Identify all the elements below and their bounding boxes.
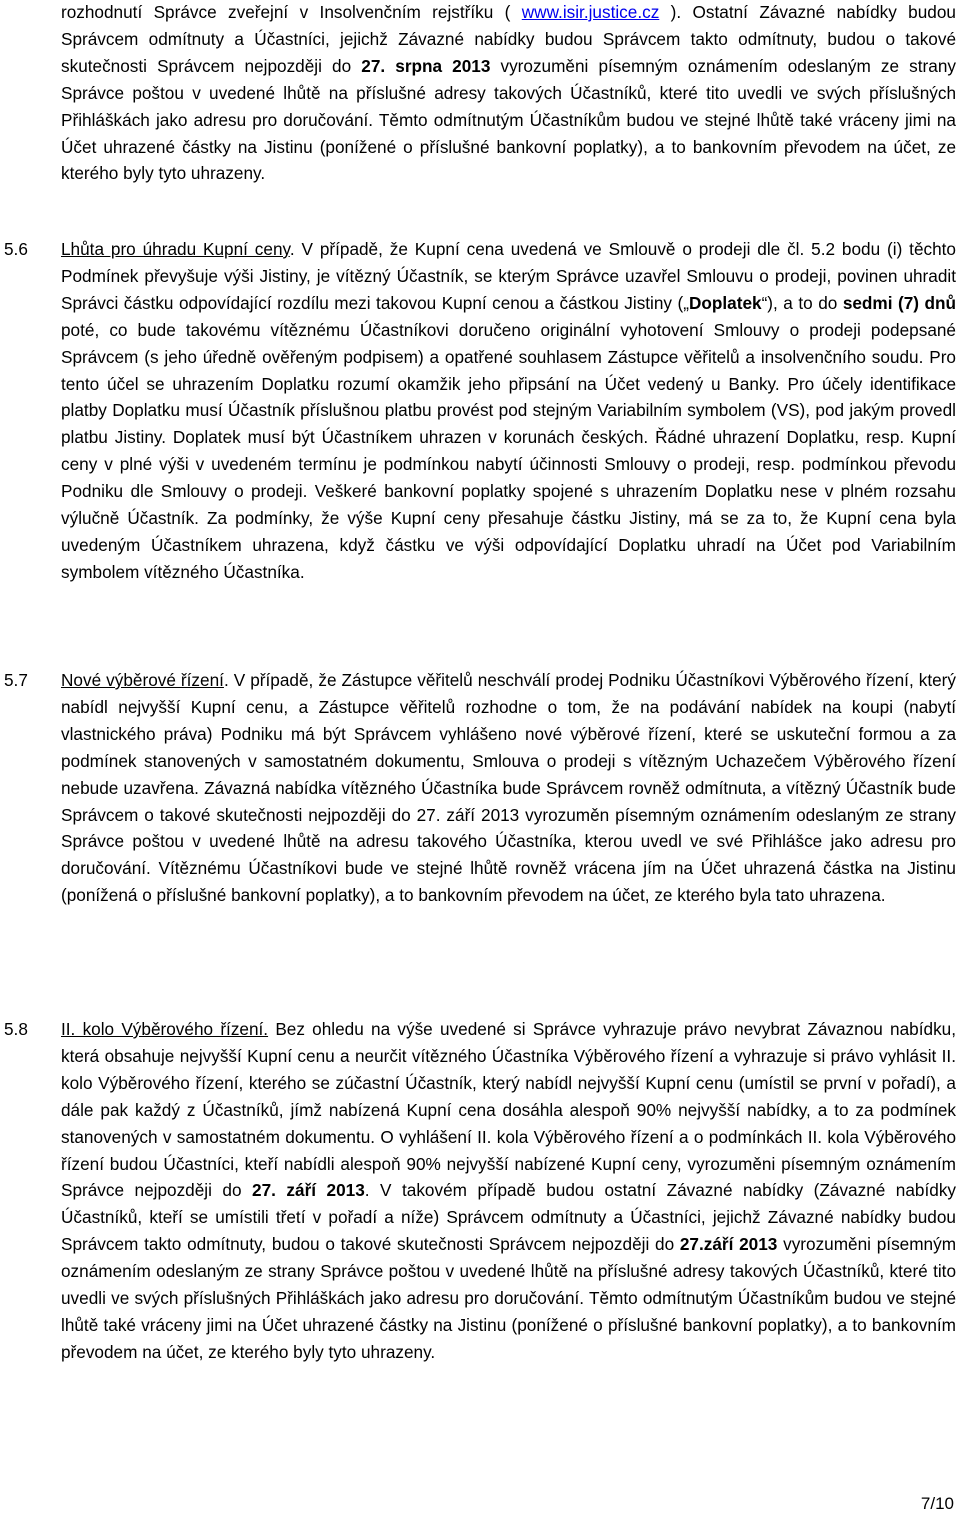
section-number-5-6: 5.6 [4, 239, 28, 259]
section-heading: II. kolo Výběrového řízení. [61, 1019, 269, 1039]
paragraph-continued [61, 0, 956, 187]
deadline-date: 27. srpna 2013 [361, 55, 491, 76]
section-number-5-7: 5.7 [4, 670, 28, 690]
text: Bez ohledu na výše uvedené si Správce vyhrazuje právo nevybrat Závaznou nabídku, která obsahuje nejvyšší Kupní cenu a neurčit vítězného Účastníka Výběrového řízení a vyhrazuje si právo vyhlásit II. kolo Výběrového řízení, kterého se zúčastní Účastník, který nabídl nejvyšší Kupní cenu (umístil se první v pořadí), a dále pak každý z Účastníků, jímž nabízená Kupní cena dosáhla alespoň 90% nejvyšší nabídky, a to za podmínek stanovených v samostatném dokumentu. O vyhlášení II. kola Výběrového řízení a o podmínkách II. kola Výběrového řízení budou Účastníci, kteří nabídli alespoň 90% nejvyšší nabízené Kupní ceny, vyrozuměni písemným oznámením Správce nejpozději do [61, 1019, 956, 1201]
isir-link[interactable]: www.isir.justice.cz [521, 2, 660, 22]
text: rozhodnutí Správce zveřejní v Insolvenčním rejstříku ( [61, 2, 522, 22]
page-number: 7/10 [920, 1494, 954, 1513]
text: vyrozuměni písemným oznámením odeslaným ze strany Správce poštou v uvedené lhůtě na příslušné adresy takových Účastníků, které tito uvedli ve svých příslušných Přihláškách jako adresu pro doručování. Těmto odmítnutým Účastníkům budou ve stejné lhůtě také vráceny jimi na Účet uhrazené částky na Jistinu (ponížené o příslušné bankovní poplatky), a to bankovním převodem na účet, ze kterého byly tyto uhrazeny. [61, 55, 956, 184]
deadline-days: sedmi (7) dnů [842, 292, 956, 313]
text: poté, co bude takovému vítěznému Účastníkovi doručeno originální vyhotovení Smlouvy o prodeji podepsané Správcem (s jeho úředně ověřeným podpisem) a opatřené souhlasem Zástupce věřitelů a insolvenčního soudu. Pro tento účel se uhrazením Doplatku rozumí okamžik jeho připsání na Účet vedený u Banky. Pro účely identifikace platby Doplatku musí Účastník příslušnou platbu provést pod stejným Variabilním symbolem (VS), pod jakým provedl platbu Jistiny. Doplatek musí být Účastníkem uhrazen v korunách českých. Řádné uhrazení Doplatku, resp. Kupní ceny v plné výši v uvedeném termínu je podmínkou nabytí účinnosti Smlouvy o prodeji, resp. podmínkou převodu Podniku dle Smlouvy o prodeji. Veškeré bankovní poplatky spojené s uhrazením Doplatku nese v plném rozsahu výlučně Účastník. Za podmínky, že výše Kupní ceny přesahuje částku Jistiny, má se za to, že Kupní cena byla uvedeným Účastníkem uhrazena, když částku ve výši odpovídající Doplatku uhradí na Účet pod Variabilním symbolem vítězného Účastníka. [61, 319, 956, 582]
defined-term: Doplatek [688, 292, 762, 313]
text: ). Ostatní Závazné nabídky budou Správcem odmítnuty a Účastníci, jejichž Závazné nabídky budou Správcem takto odmítnuty, budou o takové skutečnosti Správcem nejpozději do [61, 2, 956, 76]
section-5-6 [61, 236, 956, 586]
section-heading: Nové výběrové řízení [61, 670, 224, 690]
deadline-date: 27.září 2013 [679, 1234, 778, 1255]
text: vyrozuměni písemným oznámením odeslaným ze strany Správce poštou v uvedené lhůtě na příslušné adresy takových Účastníků, které tito uvedli ve svých příslušných Přihláškách jako adresu pro doručování. Těmto odmítnutým Účastníkům budou ve stejné lhůtě také vráceny jimi na Účet uhrazené částky na Jistinu (ponížené o příslušné bankovní poplatky), a to bankovním převodem na účet, ze kterého byly tyto uhrazeny. [61, 1234, 957, 1362]
section-5-8 [61, 1016, 956, 1366]
text: . V takovém případě budou ostatní Závazné nabídky (Závazné nabídky Účastníků, kteří se umístili třetí v pořadí a níže) Správcem odmítnuty a Účastníci, jejichž Závazné nabídky budou Správcem takto odmítnuty, budou o takové skutečnosti Správcem nejpozději do [61, 1180, 957, 1255]
deadline-date: 27. září 2013 [252, 1180, 365, 1201]
text: “), a to do [761, 292, 843, 313]
text: . V případě, že Kupní cena uvedená ve Smlouvě o prodeji dle čl. 5.2 bodu (i) těchto Podmínek převyšuje výši Jistiny, je vítězný Účastník, se kterým Správce uzavřel Smlouvu o prodeji, povinen uhradit Správci částku odpovídající rozdílu mezi takovou Kupní cenou a částkou Jistiny („ [61, 239, 956, 313]
section-heading: Lhůta pro úhradu Kupní ceny [61, 239, 290, 259]
section-5-7 [61, 667, 956, 909]
section-number-5-8: 5.8 [4, 1019, 28, 1039]
text: . V případě, že Zástupce věřitelů neschválí prodej Podniku Účastníkovi Výběrového řízení, který nabídl nejvyšší Kupní cenu, a Zástupce věřitelů rozhodne o tom, že na podávání nabídek na koupi (nabytí vlastnického práva) Podniku má být Správcem vyhlášeno nové výběrové řízení, které se uskuteční formou a za podmínek stanovených v samostatném dokumentu, Smlouva o prodeji s vítězným Uchazečem Výběrového řízení nebude uzavřena. Závazná nabídka vítězného Účastníka bude Správcem rovněž odmítnuta, a vítězný Účastník bude Správcem o takové skutečnosti nejpozději do 27. září 2013 vyrozuměn písemným oznámením odeslaným ze strany Správce poštou v uvedené lhůtě na adresu takového Účastníka, kterou uvedl ve své Přihlášce jako adresu pro doručování. Vítěznému Účastníkovi bude ve stejné lhůtě rovněž vrácena jím na Účet uhrazená částka na Jistinu (ponížená o příslušné bankovní poplatky), a to bankovním převodem na účet, ze kterého byla tato uhrazena. [61, 670, 957, 906]
